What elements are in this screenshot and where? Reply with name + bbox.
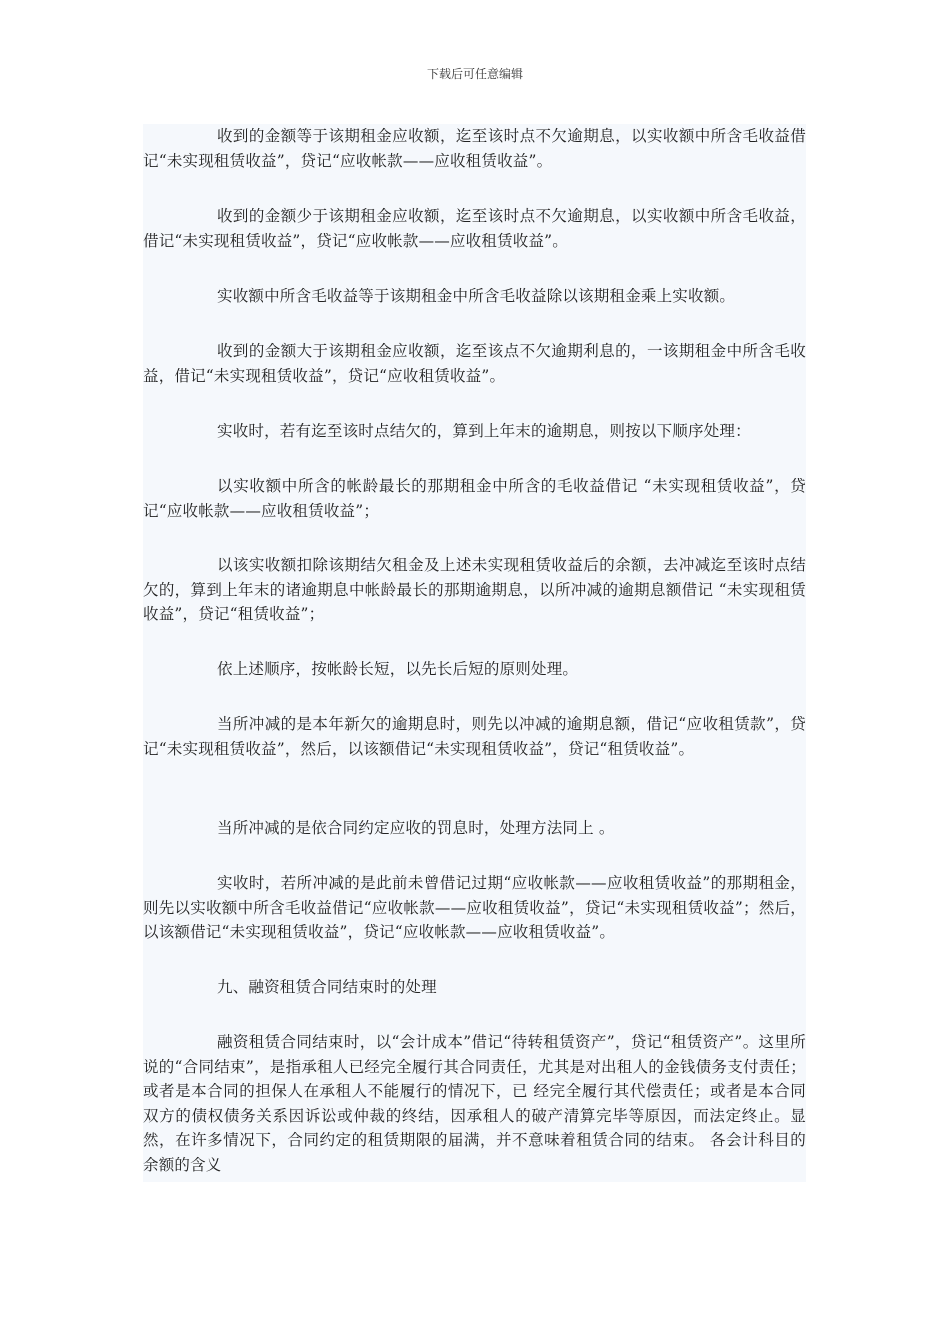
paragraph-6: 以实收额中所含的帐龄最长的那期租金中所含的毛收益借记 “未实现租赁收益”，贷记“应收帐款——应收租赁收益”；: [143, 477, 806, 520]
paragraph-2: 收到的金额少于该期租金应收额，迄至该时点不欠逾期息，以实收额中所含毛收益，借记“未实现租赁收益”，贷记“应收帐款——应收租赁收益”。: [143, 207, 806, 250]
section-heading: 九、融资租赁合同结束时的处理: [217, 978, 437, 996]
paragraph-5: 实收时，若有迄至该时点结欠的，算到上年末的逾期息，则按以下顺序处理：: [217, 422, 751, 440]
paragraph-3: 实收额中所含毛收益等于该期租金中所含毛收益除以该期租金乘上实收额。: [217, 287, 736, 305]
paragraph-9: 当所冲减的是本年新欠的逾期息时，则先以冲减的逾期息额，借记“应收租赁款”，贷记“未实现租赁收益”，然后，以该额借记“未实现租赁收益”，贷记“租赁收益”。: [143, 715, 806, 758]
paragraph-10: 当所冲减的是依合同约定应收的罚息时，处理方法同上 。: [217, 819, 615, 837]
page-header: 下载后可任意编辑: [426, 67, 523, 81]
paragraph-11: 实收时，若所冲减的是此前未曾借记过期“应收帐款——应收租赁收益”的那期租金，则先以实收额中所含毛收益借记“应收帐款——应收租赁收益”，贷记“未实现租赁收益”；然后，以该额借记“未实现租赁收益”，贷记“应收帐款——应收租赁收益”。: [143, 874, 806, 941]
paragraph-8: 依上述顺序，按帐龄长短，以先长后短的原则处理。: [217, 660, 579, 678]
paragraph-7: 以该实收额扣除该期结欠租金及上述未实现租赁收益后的余额，去冲减迄至该时点结欠的，算到上年末的诸逾期息中帐龄最长的那期逾期息，以所冲减的逾期息额借记 “未实现租赁收益”，贷记“租赁收益”；: [143, 556, 806, 623]
paragraph-4: 收到的金额大于该期租金应收额，迄至该点不欠逾期利息的，一该期租金中所含毛收益，借记“未实现租赁收益”，贷记“应收租赁收益”。: [143, 342, 806, 385]
document-body: [143, 124, 806, 1182]
paragraph-12: 融资租赁合同结束时，以“会计成本”借记“待转租赁资产”，贷记“租赁资产”。这里所说的“合同结束”，是指承租人已经完全履行其合同责任，尤其是对出租人的金钱债务支付责任；或者是本合同的担保人在承租人不能履行的情况下，已 经完全履行其代偿责任；或者是本合同双方的债权债务关系因诉讼或仲裁的终结，因承租人的破产清算完毕等原因，而法定终止。显然，在许多情况下，合同约定的租赁期限的届满，并不意味着租赁合同的结束。 各会计科目的余额的含义: [143, 1033, 806, 1174]
paragraph-1: 收到的金额等于该期租金应收额，迄至该时点不欠逾期息，以实收额中所含毛收益借记“未实现租赁收益”，贷记“应收帐款——应收租赁收益”。: [143, 127, 806, 170]
